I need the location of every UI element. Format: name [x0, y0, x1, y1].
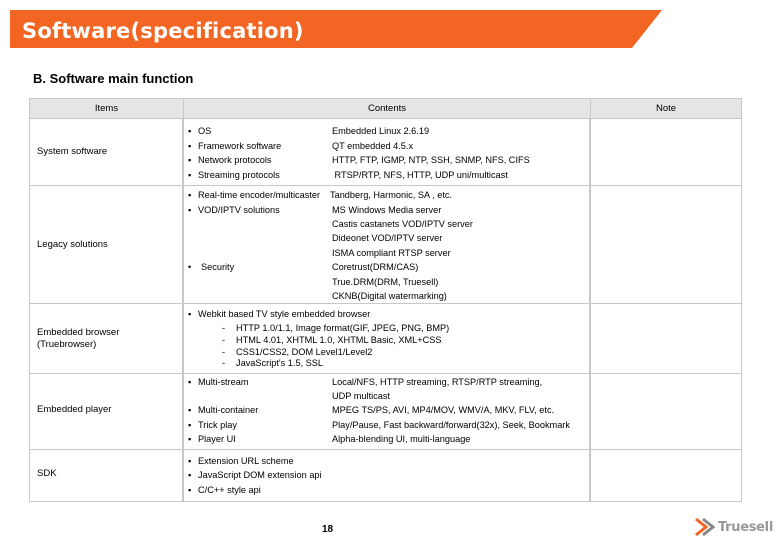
bullet-icon: ▪: [188, 377, 192, 387]
label-sdk: SDK: [37, 468, 57, 479]
row-system-note: [590, 118, 742, 186]
slide-title: Software(specification): [22, 19, 304, 43]
value-playerui: Alpha-blending UI, multi-language: [332, 434, 471, 444]
value-streaming: RTSP/RTP, NFS, HTTP, UDP uni/multicast: [332, 170, 508, 180]
bullet-cpp-api: C/C++ style api: [198, 485, 261, 495]
label-truebrowser: (Truebrowser): [37, 339, 97, 350]
header-note: Note: [590, 98, 742, 119]
truesell-logo: [693, 515, 777, 539]
bullet-icon: ▪: [188, 190, 192, 200]
header-contents: Contents: [183, 98, 591, 119]
row-browser-note: [590, 303, 742, 374]
bullet-security: Security: [201, 262, 235, 272]
bullet-icon: ▪: [188, 456, 192, 466]
header-items: Items: [29, 98, 184, 119]
value-trickplay: Play/Pause, Fast backward/forward(32x), Seek, Bookmark: [332, 420, 570, 430]
bullet-extension-url: Extension URL scheme: [198, 456, 294, 466]
bullet-framework: Framework software: [198, 141, 282, 151]
label-embedded-browser: Embedded browser: [37, 327, 120, 338]
bullet-streaming: Streaming protocols: [198, 170, 280, 180]
value-multistream-2: UDP multicast: [332, 391, 391, 401]
bullet-icon: ▪: [188, 141, 192, 151]
truesell-logo-icon: [693, 515, 717, 539]
bullet-encoder: Real-time encoder/multicaster: [198, 190, 321, 200]
bullet-icon: ▪: [188, 309, 192, 319]
page-number: 18: [322, 524, 334, 535]
dash-icon: -: [222, 347, 226, 357]
truesell-logo-text: Truesell: [718, 520, 773, 535]
dash-icon: -: [222, 358, 226, 368]
row-legacy-note: [590, 185, 742, 304]
value-vod-3: Dideonet VOD/IPTV server: [332, 233, 443, 243]
bullet-webkit: Webkit based TV style embedded browser: [198, 309, 371, 319]
bullet-icon: •: [188, 262, 192, 272]
value-encoder: Tandberg, Harmonic, SA , etc.: [330, 190, 453, 200]
value-security-1: Coretrust(DRM/CAS): [332, 262, 419, 272]
value-multistream-1: Local/NFS, HTTP streaming, RTSP/RTP streaming,: [332, 377, 543, 387]
value-vod-2: Castis castanets VOD/IPTV server: [332, 219, 473, 229]
bullet-js-dom: JavaScript DOM extension api: [198, 470, 322, 480]
browser-sub-1: HTTP 1.0/1.1, Image format(GIF, JPEG, PNG, BMP): [236, 323, 450, 333]
bullet-icon: ▪: [188, 155, 192, 165]
bullet-vod: VOD/IPTV solutions: [198, 205, 280, 215]
row-player-note: [590, 373, 742, 450]
bullet-icon: ▪: [188, 405, 192, 415]
value-network: HTTP, FTP, IGMP, NTP, SSH, SNMP, NFS, CIFS: [332, 155, 530, 165]
value-vod-1: MS Windows Media server: [332, 205, 442, 215]
bullet-icon: ▪: [188, 170, 192, 180]
bullet-icon: ▪: [188, 485, 192, 495]
bullet-icon: ▪: [188, 205, 192, 215]
bullet-trickplay: Trick play: [198, 420, 237, 430]
value-framework: QT embedded 4.5.x: [332, 141, 414, 151]
browser-sub-3: CSS1/CSS2, DOM Level1/Level2: [236, 347, 373, 357]
bullet-multistream: Multi-stream: [198, 377, 249, 387]
value-os: Embedded Linux 2.6.19: [332, 126, 430, 136]
label-legacy-solutions: Legacy solutions: [37, 239, 108, 250]
bullet-multicontainer: Multi-container: [198, 405, 259, 415]
value-multicontainer: MPEG TS/PS, AVI, MP4/MOV, WMV/A, MKV, FLV, etc.: [332, 405, 555, 415]
label-embedded-player: Embedded player: [37, 404, 112, 415]
bullet-network: Network protocols: [198, 155, 272, 165]
value-security-2: True.DRM(DRM, Truesell): [332, 277, 439, 287]
bullet-icon: ▪: [188, 420, 192, 430]
value-security-3: CKNB(Digital watermarking): [332, 291, 447, 301]
dash-icon: -: [222, 335, 226, 345]
bullet-os: OS: [198, 126, 212, 136]
browser-sub-4: JavaScript's 1.5, SSL: [236, 358, 324, 368]
row-sdk-note: [590, 449, 742, 502]
value-vod-4: ISMA compliant RTSP server: [332, 248, 451, 258]
bullet-icon: ▪: [188, 470, 192, 480]
dash-icon: -: [222, 323, 226, 333]
bullet-playerui: Player UI: [198, 434, 236, 444]
browser-sub-2: HTML 4.01, XHTML 1.0, XHTML Basic, XML+CSS: [236, 335, 442, 345]
section-title: B. Software main function: [33, 71, 194, 86]
bullet-icon: ▪: [188, 126, 192, 136]
bullet-icon: ▪: [188, 434, 192, 444]
label-system-software: System software: [37, 146, 108, 157]
